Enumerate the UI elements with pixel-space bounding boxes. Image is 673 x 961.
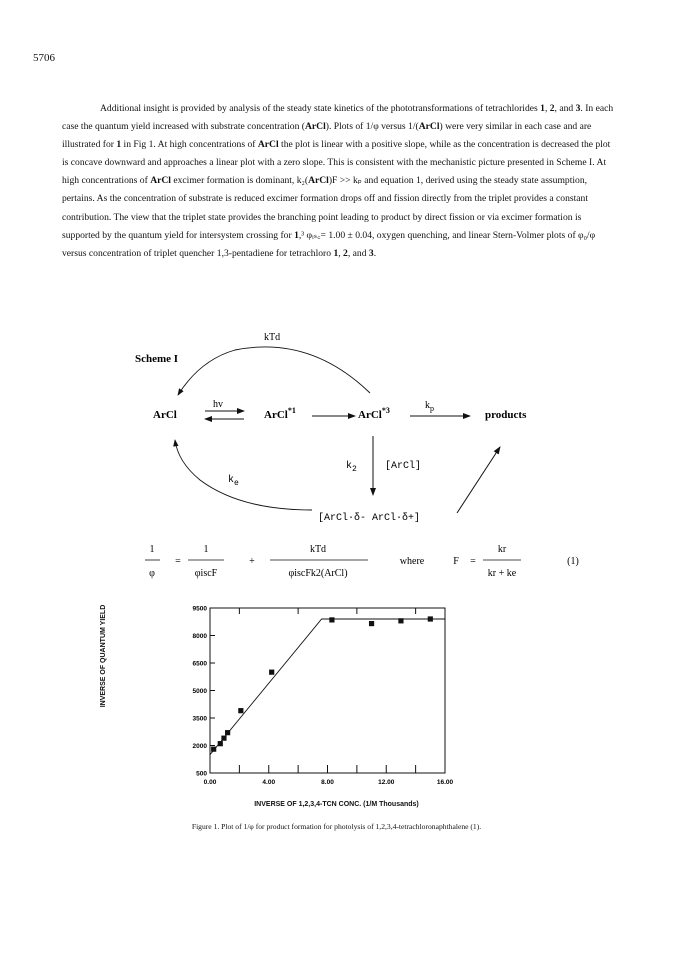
- ke-label: $k_e$: [228, 475, 239, 488]
- hv-label: hv: [213, 399, 223, 410]
- eq-f-den: kr + ke: [487, 568, 517, 579]
- y-tick-label: 9500: [192, 605, 207, 613]
- text-run: . In each case the quantum yield increased with substrate concentration (: [62, 103, 614, 133]
- data-point: [398, 618, 403, 623]
- arcl1-label: ArCl$^{*1}$: [264, 406, 296, 421]
- scheme-title: Scheme I: [135, 353, 179, 365]
- arcl3-label: ArCl$^{*3}$: [358, 406, 390, 421]
- compound-ref: 3: [368, 247, 374, 259]
- arcl-label: ArCl: [153, 409, 177, 421]
- compound-ref: ArCl: [308, 175, 329, 187]
- data-point: [238, 708, 243, 713]
- eq-equals-2: =: [470, 556, 476, 567]
- x-tick-label: 16.00: [436, 779, 454, 786]
- eq-t1-den: φiscF: [194, 568, 218, 579]
- eq-plus: +: [249, 556, 255, 567]
- data-point: [218, 741, 223, 746]
- eq-lhs-den: φ: [149, 568, 155, 579]
- data-point: [221, 736, 226, 741]
- eq-f-num: kr: [497, 544, 507, 555]
- page-number: 5706: [33, 52, 55, 64]
- eq-t1-num: 1: [203, 544, 209, 555]
- compound-ref: 2: [549, 103, 555, 114]
- compound-ref: ArCl: [304, 121, 326, 133]
- text-run: ,³ φᵢₛ꜀= 1.00 ± 0.04, oxygen quenching, and linear Stern-Volmer plots of φ₀/φ versus concentration of triplet quencher 1,3-pentadiene for tetrachloro: [62, 229, 596, 259]
- x-tick-label: 0.00: [203, 779, 217, 786]
- compound-ref: 1: [116, 139, 122, 151]
- compound-ref: 1: [540, 103, 545, 114]
- text-run: ,: [338, 247, 344, 259]
- compound-ref: 1: [333, 247, 339, 259]
- k2-arg: [ArCl]: [385, 461, 422, 472]
- text-run: the plot is linear with a positive slope, while as the concentration is decreased the plot is concave downward and approaches a linear plot with a zero slope. This is consistent with the mechanistic picture presented in Scheme I. At high concentrations of: [62, 139, 611, 187]
- data-point: [211, 747, 216, 752]
- y-tick-label: 5000: [192, 688, 207, 695]
- figure-caption: Figure 1. Plot of 1/φ for product formation for photolysis of 1,2,3,4-tetrachloronaphthalene (1).: [191, 822, 482, 831]
- text-run: in Fig 1. At high concentrations of: [121, 139, 258, 151]
- y-tick-label: 3500: [192, 715, 207, 723]
- data-point: [225, 730, 230, 735]
- text-run: ,: [544, 103, 550, 114]
- y-tick-label: 2000: [192, 743, 207, 750]
- data-point: [269, 670, 274, 675]
- x-tick-label: 4.00: [262, 779, 276, 786]
- data-point: [428, 616, 433, 621]
- text-run: )F >> kₚ and equation 1, derived using the steady state assumption, pertains. As the concentration of substrate is reduced excimer formation drops off and fission directly from the triplet provides a constant contribution. The view that the triplet state provides the branching point leading to product by direct fission or via excimer formation is supported by the quantum yield for intersystem crossing for: [62, 175, 588, 241]
- text-run: ) were very similar in each case and are illustrated for: [62, 121, 592, 151]
- eq-where: where: [399, 556, 425, 567]
- eq-F: F: [453, 556, 459, 567]
- chart-y-axis-label: INVERSE OF QUANTUM YIELD: [100, 604, 107, 708]
- text-run: ). Plots of 1/φ versus 1/(: [325, 121, 419, 133]
- text-run: .: [373, 247, 377, 259]
- eq-number: (1): [567, 556, 579, 567]
- eq-t2-num: kTd: [309, 544, 327, 555]
- kp-label: $k_p$: [425, 400, 434, 413]
- plot-frame: [210, 608, 445, 773]
- k2-label: $k_2$: [346, 461, 357, 474]
- compound-ref: 1: [294, 229, 299, 241]
- y-tick-label: 500: [196, 770, 207, 778]
- y-tick-label: 8000: [192, 633, 207, 640]
- compound-ref: ArCl: [418, 121, 440, 133]
- compound-ref: ArCl: [257, 139, 279, 151]
- y-tick-label: 6500: [192, 660, 207, 668]
- eq-lhs-num: 1: [149, 544, 155, 555]
- ktd-label: kTd: [264, 332, 281, 343]
- compound-ref: 2: [343, 247, 348, 259]
- eq-t2-den: φiscFk2(ArCl): [288, 568, 348, 579]
- text-run: excimer formation is dominant, k₂(: [170, 175, 309, 187]
- products-label: products: [485, 409, 527, 421]
- text-run: , and: [554, 103, 576, 114]
- text-run: , and: [347, 247, 369, 259]
- data-point: [329, 617, 334, 622]
- compound-ref: 3: [575, 103, 581, 114]
- eq-equals: =: [175, 556, 181, 567]
- x-tick-label: 8.00: [321, 779, 334, 786]
- data-point: [369, 621, 374, 626]
- chart-x-axis-label: INVERSE OF 1,2,3,4-TCN CONC. (1/M Thousands): [254, 801, 419, 808]
- fit-line: [210, 619, 445, 755]
- x-tick-label: 12.00: [378, 779, 395, 786]
- compound-ref: ArCl: [150, 175, 171, 187]
- excimer-label: [ArCl·δ- ArCl·δ+]: [318, 513, 421, 524]
- text-run: Additional insight is provided by analysis of the steady state kinetics of the phototransformations of tetrachlorides: [100, 103, 541, 114]
